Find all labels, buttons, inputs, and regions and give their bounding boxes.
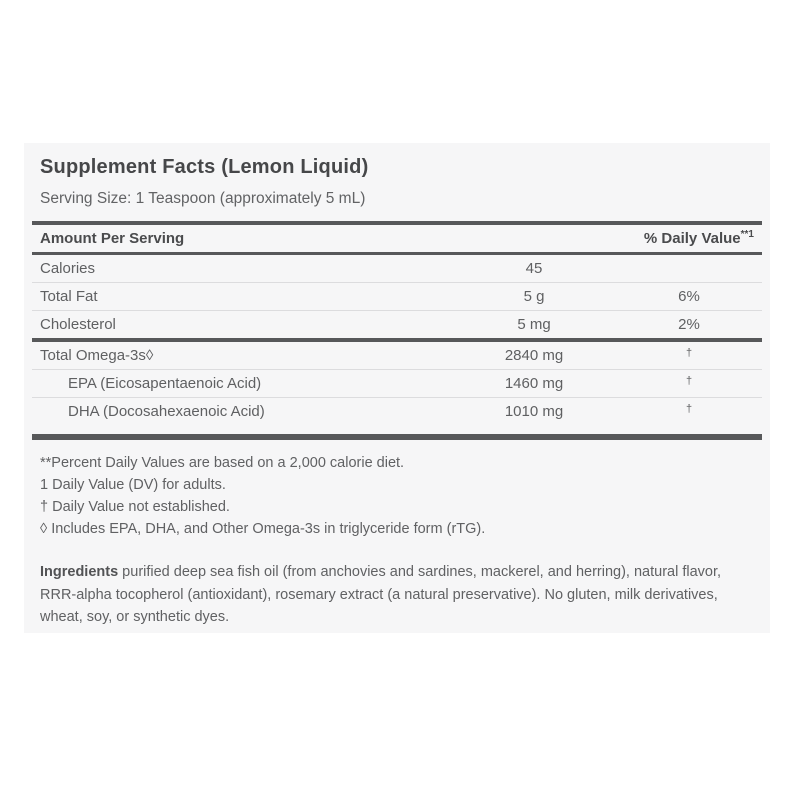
footnote-percent-dv: **Percent Daily Values are based on a 2,000 calorie diet. xyxy=(40,455,405,471)
ingredients-paragraph xyxy=(40,561,740,629)
facts-table xyxy=(32,221,762,440)
nutrient-dv: 6% xyxy=(678,288,700,305)
nutrient-amount: 5 mg xyxy=(517,316,551,333)
panel-title: Supplement Facts (Lemon Liquid) xyxy=(40,156,369,178)
nutrient-amount: 5 g xyxy=(523,288,545,305)
daily-value-header-label: % Daily Value xyxy=(643,230,741,247)
nutrient-name: Cholesterol xyxy=(40,316,116,333)
table-row-dha xyxy=(32,398,762,425)
footnotes xyxy=(40,452,754,540)
nutrient-amount: 45 xyxy=(525,260,543,277)
table-row-epa xyxy=(32,370,762,397)
daily-value-header xyxy=(644,230,754,247)
nutrient-name: Total Omega-3s◊ xyxy=(40,347,154,364)
ingredients-text: purified deep sea fish oil (from anchovies and sardines, mackerel, and herring), natural flavor, RRR-alpha tocopherol (antioxidant), rosemary extract (a natural preservative). No gluten, milk derivatives, wheat, soy, or synthetic dyes. xyxy=(40,564,722,625)
nutrient-name: Total Fat xyxy=(40,288,98,305)
table-row-total-fat xyxy=(32,283,762,310)
nutrient-dv-dagger: † xyxy=(685,402,693,415)
table-row-calories xyxy=(32,255,762,282)
nutrient-amount: 1010 mg xyxy=(504,403,564,420)
table-row-total-omega3s xyxy=(32,342,762,369)
nutrient-name: EPA (Eicosapentaenoic Acid) xyxy=(68,375,262,392)
nutrient-name: DHA (Docosahexaenoic Acid) xyxy=(68,403,265,420)
nutrient-amount: 2840 mg xyxy=(504,347,564,364)
nutrient-dv-dagger: † xyxy=(685,374,693,387)
table-bottom-bar xyxy=(32,434,762,440)
table-row-cholesterol xyxy=(32,311,762,338)
nutrient-amount: 1460 mg xyxy=(504,375,564,392)
supplement-facts-panel xyxy=(24,143,770,633)
nutrient-dv-dagger: † xyxy=(685,346,693,359)
nutrient-name: Calories xyxy=(40,260,96,277)
daily-value-header-superscript: **1 xyxy=(740,229,754,240)
serving-size-text: Serving Size: 1 Teaspoon (approximately 5 mL) xyxy=(40,190,366,207)
footnote-lozenge: ◊ Includes EPA, DHA, and Other Omega-3s in triglyceride form (rTG). xyxy=(40,521,486,537)
footnote-dv-adults: 1 Daily Value (DV) for adults. xyxy=(40,477,226,493)
footnote-dagger: † Daily Value not established. xyxy=(40,499,230,515)
nutrient-dv: 2% xyxy=(678,316,700,333)
table-header-row xyxy=(32,225,762,252)
amount-per-serving-header: Amount Per Serving xyxy=(40,230,185,247)
ingredients-label: Ingredients xyxy=(40,564,119,580)
